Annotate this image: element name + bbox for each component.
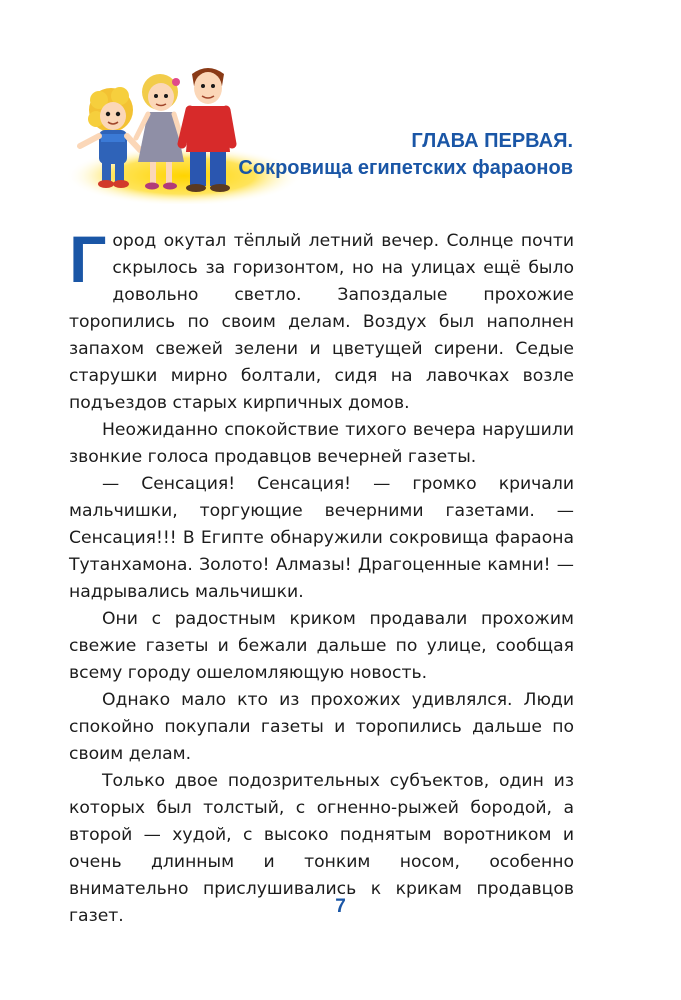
- paragraph-6: Только двое подозрительных субъектов, один из которых был толстый, с огненно-рыжей бородой, а второй — худой, с высоко поднятым воротником и очень длинным и тонким носом, особенно внимательно прислушивались к крикам продавцов газет.: [69, 771, 574, 926]
- paragraph-1-text: ород окутал тёплый летний вечер. Солнце почти скрылось за горизонтом, но на улицах ещё было довольно светло. Запоздалые прохожие торопились по своим делам. Воздух был наполнен запахом свежей зелени и цветущей сирени. Седые старушки мирно болтали, сидя на лавочках возле подъездов старых кирпичных домов.: [69, 231, 574, 413]
- chapter-heading: [238, 128, 573, 182]
- paragraph-3: — Сенсация! Сенсация! — громко кричали мальчишки, торгующие вечерними газетами. — Сенсация!!! В Египте обнаружили сокровища фараона Тутанхамона. Золото! Алмазы! Драгоценные камни! — надрывались мальчишки.: [69, 474, 574, 602]
- chapter-subtitle: Сокровища египетских фараонов: [238, 157, 573, 179]
- paragraph-5: Однако мало кто из прохожих удивлялся. Люди спокойно покупали газеты и торопились дальше по своим делам.: [69, 690, 574, 764]
- drop-cap: Г: [69, 222, 107, 296]
- body-text: [69, 222, 574, 930]
- paragraph-2: Неожиданно спокойствие тихого вечера нарушили звонкие голоса продавцов вечерней газеты.: [69, 420, 574, 467]
- paragraph-1: [69, 222, 574, 417]
- paragraph-4: Они с радостным криком продавали прохожим свежие газеты и бежали дальше по улице, сообщая всему городу ошеломляющую новость.: [69, 609, 574, 683]
- chapter-title: ГЛАВА ПЕРВАЯ.: [411, 130, 573, 152]
- page-number: 7: [335, 896, 346, 917]
